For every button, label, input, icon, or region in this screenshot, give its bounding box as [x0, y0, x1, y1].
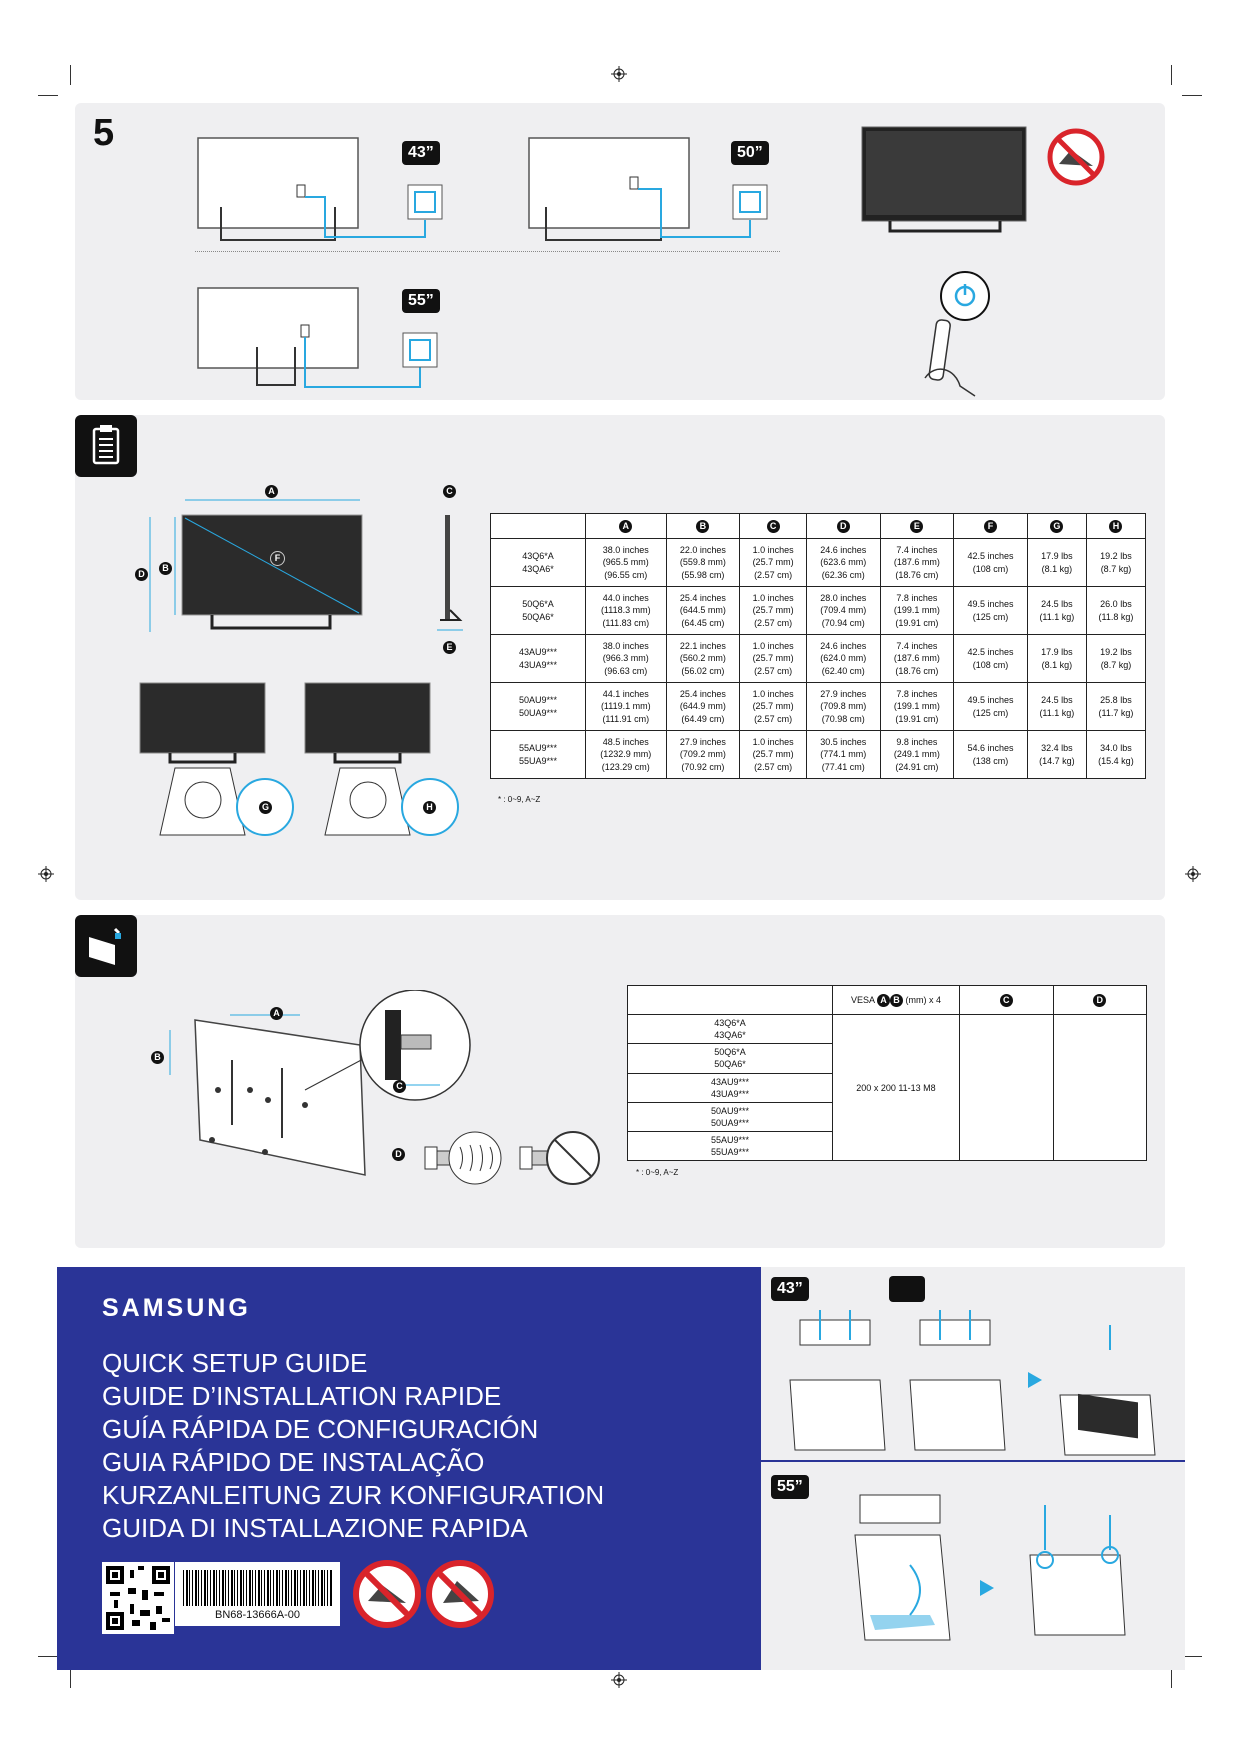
model-cell: 50AU9*** 50UA9***: [491, 683, 586, 731]
crop-mark: [38, 95, 58, 96]
crop-mark: [1171, 1668, 1172, 1688]
label-E: E: [443, 641, 456, 654]
model-cell: 50AU9*** 50UA9***: [628, 1102, 833, 1131]
part-number: BN68-13666A-00: [214, 1609, 300, 1621]
table-cell: 34.0 lbs (15.4 kg): [1086, 731, 1145, 779]
table-header: D: [806, 514, 880, 539]
label-D: D: [135, 568, 148, 581]
table-header: A: [586, 514, 667, 539]
vesa-table: [627, 985, 1147, 1161]
dimensions-table: [490, 513, 1146, 779]
table-cell: 24.6 inches (623.6 mm) (62.36 cm): [806, 539, 880, 587]
size-badge-43: 43”: [402, 141, 440, 165]
tv-front-illustration: [860, 125, 1030, 235]
vesa-d-cell: [1053, 1015, 1147, 1161]
table-cell: 30.5 inches (774.1 mm) (77.41 cm): [806, 731, 880, 779]
table-cell: 28.0 inches (709.4 mm) (70.94 cm): [806, 587, 880, 635]
model-cell: 43Q6*A 43QA6*: [491, 539, 586, 587]
table-header-vesa: VESA A B (mm) x 4: [833, 986, 960, 1015]
divider: [761, 1460, 1185, 1462]
table-cell: 42.5 inches (108 cm): [954, 539, 1028, 587]
crop-mark: [70, 65, 71, 85]
table-header: E: [880, 514, 954, 539]
size-badge-50: 50”: [731, 141, 769, 165]
table-cell: 42.5 inches (108 cm): [954, 635, 1028, 683]
barcode: [175, 1562, 340, 1626]
table-header: H: [1086, 514, 1145, 539]
step-number: 5: [93, 112, 115, 154]
table-cell: 17.9 lbs (8.1 kg): [1027, 539, 1086, 587]
warning-prohibited-icon: [425, 1559, 495, 1629]
unboxing-55-illustration: [840, 1465, 1170, 1655]
model-cell: 55AU9*** 55UA9***: [491, 731, 586, 779]
wall-mount-icon: [75, 915, 137, 977]
registration-mark: [611, 1672, 627, 1688]
label-C: C: [393, 1080, 406, 1093]
table-header-row: [628, 986, 1147, 1015]
barcode-bars: [183, 1570, 333, 1606]
table-cell: 48.5 inches (1232.9 mm) (123.29 cm): [586, 731, 667, 779]
table-header: B: [666, 514, 740, 539]
dimensions-footnote: * : 0~9, A~Z: [498, 795, 541, 804]
cover-panel: [57, 1267, 761, 1670]
model-cell: 50Q6*A 50QA6*: [628, 1044, 833, 1073]
title-it: GUIDA DI INSTALLAZIONE RAPIDA: [102, 1513, 528, 1543]
label-D: D: [392, 1148, 405, 1161]
screw-diagram: [410, 1125, 610, 1185]
crop-mark: [1182, 1656, 1202, 1657]
table-cell: 24.5 lbs (11.1 kg): [1027, 683, 1086, 731]
table-row: [628, 1015, 1147, 1044]
table-cell: 19.2 lbs (8.7 kg): [1086, 539, 1145, 587]
label-A: A: [270, 1007, 283, 1020]
table-cell: 32.4 lbs (14.7 kg): [1027, 731, 1086, 779]
table-cell: 44.1 inches (1119.1 mm) (111.91 cm): [586, 683, 667, 731]
table-cell: 38.0 inches (966.3 mm) (96.63 cm): [586, 635, 667, 683]
registration-mark: [1185, 866, 1201, 882]
table-cell: 49.5 inches (125 cm): [954, 587, 1028, 635]
table-row: [491, 587, 1146, 635]
crop-mark: [1182, 95, 1202, 96]
table-cell: 9.8 inches (249.1 mm) (24.91 cm): [880, 731, 954, 779]
label-A: A: [265, 485, 278, 498]
table-cell: 1.0 inches (25.7 mm) (2.57 cm): [740, 635, 807, 683]
table-cell: 27.9 inches (709.8 mm) (70.98 cm): [806, 683, 880, 731]
table-cell: 7.8 inches (199.1 mm) (19.91 cm): [880, 683, 954, 731]
unboxing-43-50-illustration: [780, 1280, 1180, 1460]
remote-power-illustration: [915, 268, 990, 398]
vesa-value-cell: 200 x 200 11-13 M8: [833, 1015, 960, 1161]
table-cell: 38.0 inches (965.5 mm) (96.55 cm): [586, 539, 667, 587]
model-cell: 50Q6*A 50QA6*: [491, 587, 586, 635]
table-header-d: D: [1053, 986, 1147, 1015]
title-en: QUICK SETUP GUIDE: [102, 1348, 368, 1378]
table-row: [491, 539, 1146, 587]
model-cell: 43Q6*A 43QA6*: [628, 1015, 833, 1044]
title-pt: GUIA RÁPIDO DE INSTALAÇÃO: [102, 1447, 485, 1477]
divider: [195, 251, 780, 252]
qr-code: [102, 1562, 174, 1634]
vesa-c-cell: [960, 1015, 1054, 1161]
table-cell: 24.5 lbs (11.1 kg): [1027, 587, 1086, 635]
crop-mark: [70, 1668, 71, 1688]
label-B: B: [151, 1051, 164, 1064]
table-cell: 22.1 inches (560.2 mm) (56.02 cm): [666, 635, 740, 683]
weighing-tv-g-illustration: [135, 680, 305, 840]
title-de: KURZANLEITUNG ZUR KONFIGURATION: [102, 1480, 605, 1510]
table-cell: 1.0 inches (25.7 mm) (2.57 cm): [740, 683, 807, 731]
table-cell: 54.6 inches (138 cm): [954, 731, 1028, 779]
tv-side-diagram: [435, 500, 465, 640]
size-badge-55: 55”: [771, 1475, 809, 1499]
crop-mark: [38, 1656, 58, 1657]
table-header: G: [1027, 514, 1086, 539]
title-es: GUÍA RÁPIDA DE CONFIGURACIÓN: [102, 1414, 539, 1444]
table-cell: 22.0 inches (559.8 mm) (55.98 cm): [666, 539, 740, 587]
table-cell: 25.4 inches (644.9 mm) (64.49 cm): [666, 683, 740, 731]
label-B: B: [159, 562, 172, 575]
crop-mark: [1171, 65, 1172, 85]
size-badge-43: 43”: [771, 1277, 809, 1301]
table-cell: 1.0 inches (25.7 mm) (2.57 cm): [740, 539, 807, 587]
title-fr: GUIDE D’INSTALLATION RAPIDE: [102, 1381, 502, 1411]
table-cell: 27.9 inches (709.2 mm) (70.92 cm): [666, 731, 740, 779]
table-header: C: [740, 514, 807, 539]
table-header-row: [491, 514, 1146, 539]
label-C: C: [443, 485, 456, 498]
table-row: [491, 731, 1146, 779]
table-cell: 1.0 inches (25.7 mm) (2.57 cm): [740, 587, 807, 635]
label-G: G: [259, 801, 272, 814]
table-cell: 1.0 inches (25.7 mm) (2.57 cm): [740, 731, 807, 779]
cover-titles: [102, 1347, 604, 1545]
model-cell: 43AU9*** 43UA9***: [491, 635, 586, 683]
registration-mark: [38, 866, 54, 882]
warning-prohibited-icon: [352, 1559, 422, 1629]
size-badge-55: 55”: [402, 289, 440, 313]
label-H: H: [423, 801, 436, 814]
vesa-footnote: * : 0~9, A~Z: [636, 1168, 679, 1177]
table-cell: 17.9 lbs (8.1 kg): [1027, 635, 1086, 683]
table-cell: 7.4 inches (187.6 mm) (18.76 cm): [880, 539, 954, 587]
label-F: F: [270, 551, 285, 566]
table-header-c: C: [960, 986, 1054, 1015]
table-header-model: [628, 986, 833, 1015]
warning-prohibited-icon: [1047, 128, 1105, 186]
table-cell: 24.6 inches (624.0 mm) (62.40 cm): [806, 635, 880, 683]
brand-logo: SAMSUNG: [102, 1294, 251, 1322]
table-cell: 49.5 inches (125 cm): [954, 683, 1028, 731]
table-cell: 25.8 lbs (11.7 kg): [1086, 683, 1145, 731]
model-cell: 55AU9*** 55UA9***: [628, 1132, 833, 1161]
table-row: [491, 635, 1146, 683]
table-cell: 44.0 inches (1118.3 mm) (111.83 cm): [586, 587, 667, 635]
model-cell: 43AU9*** 43UA9***: [628, 1073, 833, 1102]
table-cell: 25.4 inches (644.5 mm) (64.45 cm): [666, 587, 740, 635]
table-cell: 7.8 inches (199.1 mm) (19.91 cm): [880, 587, 954, 635]
table-cell: 19.2 lbs (8.7 kg): [1086, 635, 1145, 683]
registration-mark: [611, 66, 627, 82]
weighing-tv-h-illustration: [300, 680, 470, 840]
tv-dimension-diagram: [120, 480, 470, 660]
table-header-model: [491, 514, 586, 539]
table-header: F: [954, 514, 1028, 539]
clipboard-icon: [75, 415, 137, 477]
table-cell: 26.0 lbs (11.8 kg): [1086, 587, 1145, 635]
table-cell: 7.4 inches (187.6 mm) (18.76 cm): [880, 635, 954, 683]
table-row: [491, 683, 1146, 731]
